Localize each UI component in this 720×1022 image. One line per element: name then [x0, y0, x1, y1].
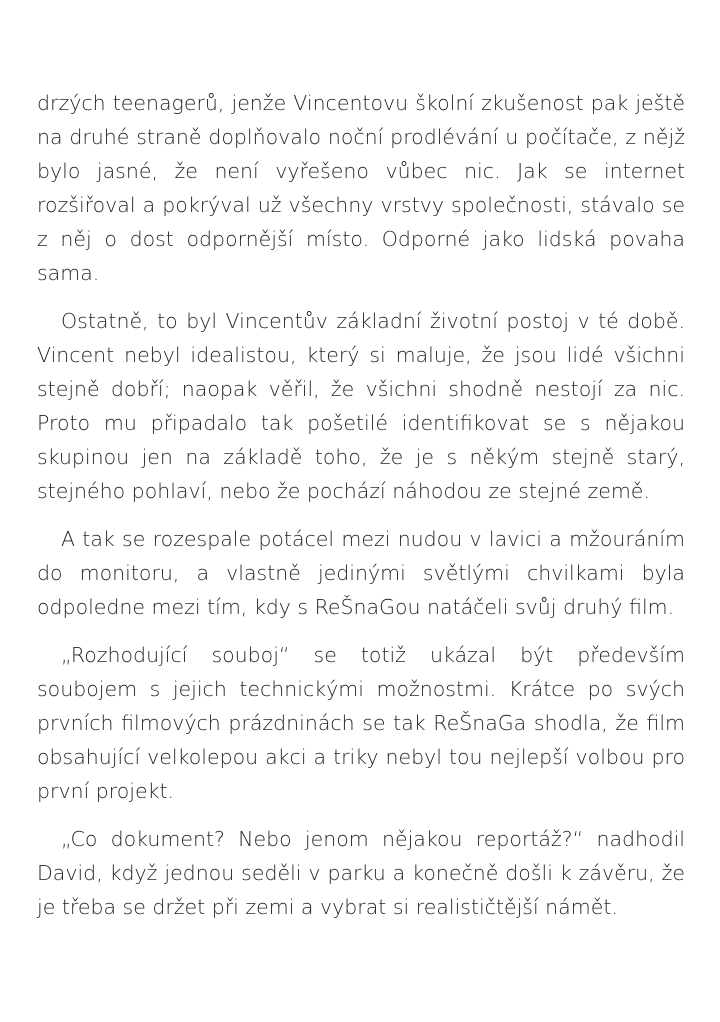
paragraph: A tak se rozespale potácel mezi nudou v lavici a mžouráním do monitoru, a vlastně jedinými světlými chvilkami byla odpoledne mezi tím, kdy s ReŠnaGou natáčeli svůj druhý film.: [37, 527, 685, 619]
paragraph: Ostatně, to byl Vincentův základní životní postoj v té době. Vincent nebyl idealistou, který si maluje, že jsou lidé všichni stejně dobří; naopak věřil, že všichni shodně nestojí za nic. Proto mu připadalo tak pošetilé identifikovat se s nějakou skupinou jen na základě toho, že je s někým stejně starý, stejného pohlaví, nebo že pochází náhodou ze stejné země.: [37, 309, 685, 503]
paragraph-continuation: drzých teenagerů, jenže Vincentovu školní zkušenost pak ještě na druhé straně doplňovalo noční prodlévání u počítače, z nějž bylo jasné, že není vyřešeno vůbec nic. Jak se internet rozšiřoval a pokrýval už všechny vrstvy společnosti, stávalo se z něj o dost odpornější místo. Odporné jako lidská povaha sama.: [37, 91, 685, 285]
document-page: [37, 86, 685, 938]
paragraph: „Co dokument? Nebo jenom nějakou reportáž?“ nadhodil David, když jednou seděli v parku a konečně došli k závěru, že je třeba se držet při zemi a vybrat si realističtější námět.: [37, 827, 685, 919]
paragraph: „Rozhodující souboj“ se totiž ukázal být především soubojem s jejich technickými možnostmi. Krátce po svých prvních filmových prázdninách se tak ReŠnaGa shodla, že film obsahující velkolepou akci a triky nebyl tou nejlepší volbou pro první projekt.: [37, 643, 685, 803]
